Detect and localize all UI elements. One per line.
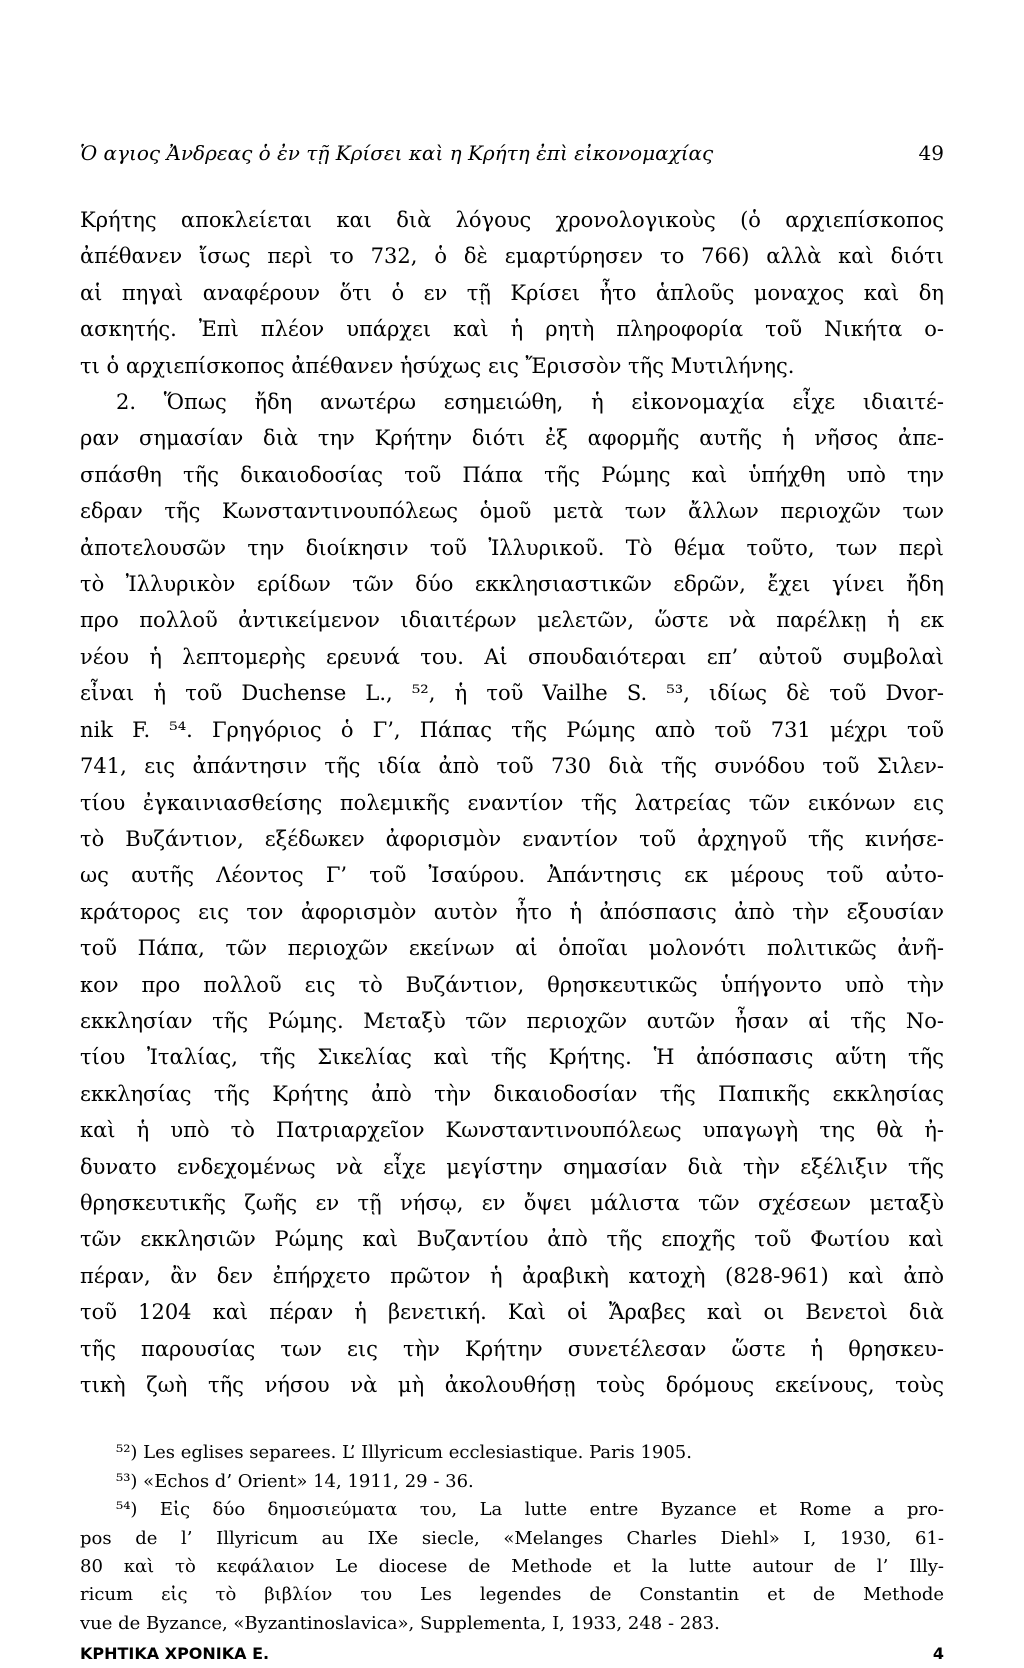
body-line: προ πολλοῦ ἀντικείμενον ιδιαιτέρων μελετῶν, ὥστε νὰ παρέλκῃ ἡ εκ <box>80 608 944 633</box>
body-line: ἀποτελουσῶν την διοίκησιν τοῦ Ἰλλυρικοῦ. Τὸ θέμα τοῦτο, των περὶ <box>80 535 944 560</box>
body-line: τικὴ ζωὴ τῆς νήσου νὰ μὴ ἀκολουθήσῃ τοὺς δρόμους εκείνους, τοὺς <box>80 1373 944 1397</box>
body-line: θρησκευτικῆς ζωῆς εν τῇ νήσῳ, εν ὄψει μάλιστα τῶν σχέσεων μεταξὺ <box>80 1190 944 1215</box>
body-line: σπάσθη τῆς δικαιοδοσίας τοῦ Πάπα τῆς Ρώμης καὶ ὑπήχθη υπὸ την <box>80 462 944 487</box>
footnote-line: ⁵⁴) Εἰς δύο δημοσιεύματα του, La lutte entre Byzance et Rome a pro- <box>116 1499 944 1521</box>
body-line: nik F. ⁵⁴. Γρηγόριος ὁ Γ’, Πάπας τῆς Ρώμης απὸ τοῦ 731 μέχρι τοῦ <box>80 717 944 742</box>
document-page <box>80 138 944 1668</box>
body-line: εκκλησίαν τῆς Ρώμης. Μεταξὺ τῶν περιοχῶν αυτῶν ἦσαν αἱ τῆς Νο- <box>80 1008 944 1033</box>
signature-title: ΚΡΗΤΙΚΑ ΧΡΟΝΙΚΑ Ε. <box>80 1644 270 1664</box>
body-line: ἀπέθανεν ἴσως περὶ το 732, ὁ δὲ εμαρτύρησεν το 766) αλλὰ καὶ διότι <box>80 244 944 269</box>
body-line: ασκητής. Ἐπὶ πλέον υπάρχει καὶ ἡ ρητὴ πληροφορία τοῦ Νικήτα ο- <box>80 317 944 342</box>
running-title: Ὁ αγιος Ἀνδρεας ὁ ἐν τῇ Κρίσει καὶ η Κρήτη ἐπὶ εἰκονομαχίας <box>80 141 714 165</box>
running-header <box>80 138 944 168</box>
body-text <box>80 202 944 1403</box>
footnote-line: pos de l’ Illyricum au IXe siecle, «Melanges Charles Diehl» I, 1930, 61- <box>80 1527 944 1549</box>
body-line: καὶ ἡ υπὸ τὸ Πατριαρχεῖον Κωνσταντινουπόλεως υπαγωγὴ της θὰ ἠ- <box>80 1118 944 1143</box>
footnote-line: ⁵²) Les eglises separees. L’ Illyricum ecclesiastique. Paris 1905. <box>116 1442 692 1464</box>
body-line: τοῦ 1204 καὶ πέραν ἡ βενετική. Καὶ οἱ Ἄραβες καὶ οι Βενετοὶ διὰ <box>80 1300 944 1325</box>
body-line: τίου ἐγκαινιασθείσης πολεμικῆς εναντίον τῆς λατρείας τῶν εικόνων εις <box>80 790 944 815</box>
body-line: τίου Ἰταλίας, τῆς Σικελίας καὶ τῆς Κρήτης. Ἡ ἀπόσπασις αὕτη τῆς <box>80 1045 944 1070</box>
body-line: δυνατο ενδεχομένως νὰ εἶχε μεγίστην σημασίαν διὰ τὴν εξέλιξιν τῆς <box>80 1154 944 1179</box>
page-number: 49 <box>918 141 944 165</box>
body-line: εκκλησίας τῆς Κρήτης ἀπὸ τὴν δικαιοδοσίαν τῆς Παπικῆς εκκλησίας <box>80 1081 944 1106</box>
footnote-line: ⁵³) «Echos d’ Orient» 14, 1911, 29 - 36. <box>116 1470 474 1492</box>
body-line: τῶν εκκλησιῶν Ρώμης καὶ Βυζαντίου ἀπὸ τῆς εποχῆς τοῦ Φωτίου καὶ <box>80 1227 944 1252</box>
footnotes <box>80 1439 944 1638</box>
footnote-line: 80 καὶ τὸ κεφάλαιον Le diocese de Methode et la lutte autour de l’ Illy- <box>80 1556 944 1578</box>
body-line: 2. Ὅπως ἤδη ανωτέρω εσημειώθη, ἡ εἰκονομαχία εἶχε ιδιαιτέ- <box>116 390 944 415</box>
body-line: τοῦ Πάπα, τῶν περιοχῶν εκείνων αἱ ὁποῖαι μολονότι πολιτικῶς ἀνῆ- <box>80 936 944 961</box>
body-line: τὸ Ἰλλυρικὸν ερίδων τῶν δύο εκκλησιαστικῶν εδρῶν, ἔχει γίνει ἤδη <box>80 572 944 597</box>
body-line: ως αυτῆς Λέοντος Γ’ τοῦ Ἰσαύρου. Ἀπάντησις εκ μέρους τοῦ αὐτο- <box>80 863 944 888</box>
footnote-line: vue de Byzance, «Byzantinoslavica», Supplementa, I, 1933, 248 - 283. <box>80 1612 720 1634</box>
body-line: πέραν, ἂν δεν ἐπήρχετο πρῶτον ἡ ἀραβικὴ κατοχὴ (828-961) καὶ ἀπὸ <box>80 1263 944 1288</box>
body-line: νέου ἡ λεπτομερὴς ερευνά του. Αἱ σπουδαιότεραι επ’ αὐτοῦ συμβολαὶ <box>80 644 944 669</box>
signature-line <box>80 1640 944 1668</box>
body-line: ραν σημασίαν διὰ την Κρήτην διότι ἐξ αφορμῆς αυτῆς ἡ νῆσος ἀπε- <box>80 426 944 451</box>
body-line: εδραν τῆς Κωνσταντινουπόλεως ὁμοῦ μετὰ των ἄλλων περιοχῶν των <box>80 499 944 524</box>
body-line: 741, εις ἀπάντησιν τῆς ιδία ἀπὸ τοῦ 730 διὰ τῆς συνόδου τοῦ Σιλεν- <box>80 754 944 779</box>
body-line: τῆς παρουσίας των εις τὴν Κρήτην συνετέλεσαν ὥστε ἡ θρησκευ- <box>80 1336 944 1361</box>
body-line: τὸ Βυζάντιον, εξέδωκεν ἀφορισμὸν εναντίον τοῦ ἀρχηγοῦ τῆς κινήσε- <box>80 826 944 851</box>
body-line: κράτορος εις τον ἀφορισμὸν αυτὸν ἦτο ἡ ἀπόσπασις ἀπὸ τὴν εξουσίαν <box>80 899 944 924</box>
body-line: τι ὁ αρχιεπίσκοπος ἀπέθανεν ἡσύχως εις Ἔρισσὸν τῆς Μυτιλήνης. <box>80 353 795 378</box>
signature-number: 4 <box>932 1644 944 1664</box>
body-line: κον προ πολλοῦ εις τὸ Βυζάντιον, θρησκευτικῶς ὑπήγοντο υπὸ τὴν <box>80 972 944 997</box>
body-line: Κρήτης αποκλείεται και διὰ λόγους χρονολογικοὺς (ὁ αρχιεπίσκοπος <box>80 208 944 232</box>
body-line: αἱ πηγαὶ αναφέρουν ὅτι ὁ εν τῇ Κρίσει ἦτο ἁπλοῦς μοναχος καὶ δη <box>80 280 944 305</box>
footnote-line: ricum εἰς τὸ βιβλίον του Les legendes de Constantin et de Methode <box>80 1584 944 1606</box>
body-line: εἶναι ἡ τοῦ Duchense L., ⁵², ἡ τοῦ Vailhe S. ⁵³, ιδίως δὲ τοῦ Dvor- <box>80 681 944 706</box>
